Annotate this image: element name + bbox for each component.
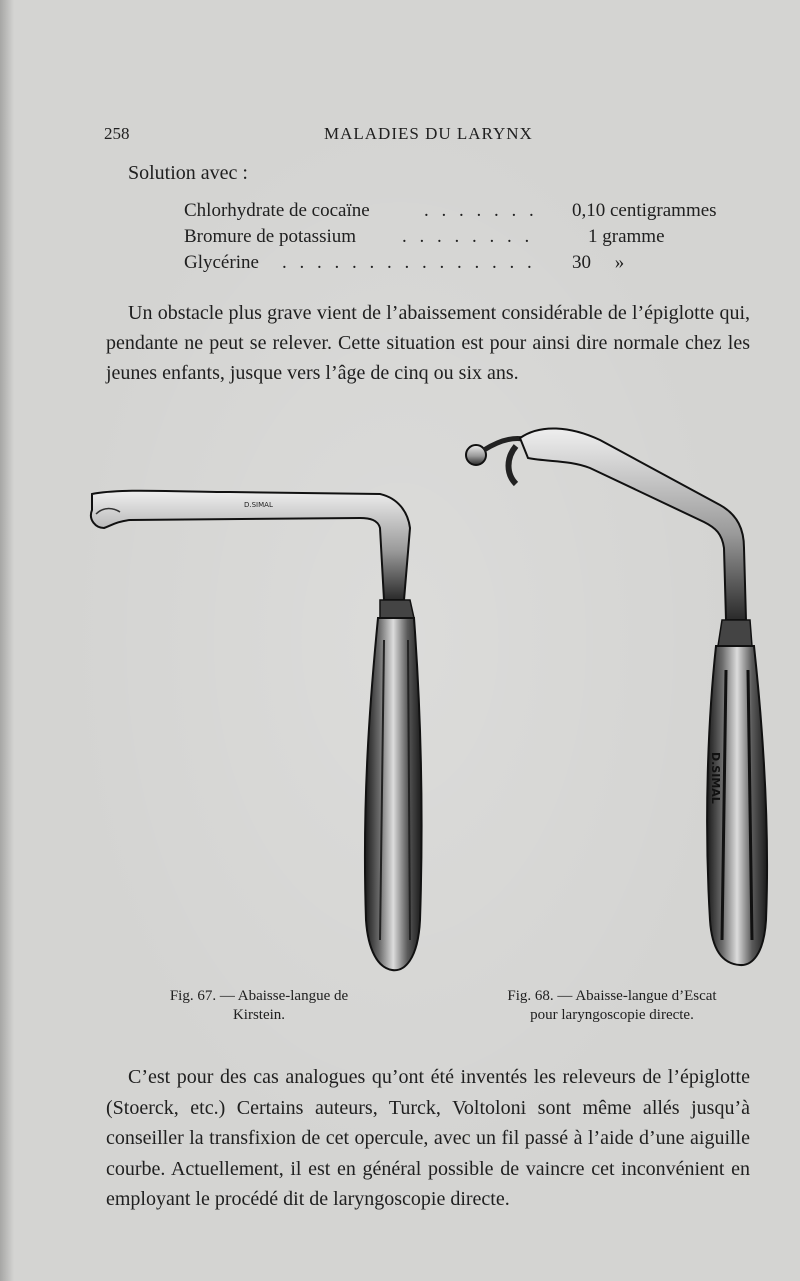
maker-mark: D.SIMAL (709, 752, 722, 804)
paragraph-epiglottis-lifters: C’est pour des cas analogues qu’ont été inventés les releveurs de l’épiglotte (Stoerck, etc.) Certains auteurs, Turck, Voltoloni sont même allés jusqu’à conseiller la transfixion de cet opercule, avec un fil passé à l’aide d’une aiguille courbe. Actuellement, il est en général possible de vaincre cet inconvénient en employant le procédé dit de laryngoscopie directe. (106, 1066, 750, 1210)
page-number: 258 (104, 124, 130, 143)
ingredient-quantity: 30 » (572, 252, 625, 273)
leader-dots: . . . . . . . . (402, 226, 534, 247)
ingredient-name: Glycérine (184, 252, 259, 273)
caption-line: Fig. 67. — Abaisse-langue de (169, 988, 349, 1004)
caption-line: Kirstein. (232, 1007, 286, 1023)
caption-line: pour laryngoscopie directe. (530, 1007, 694, 1023)
ferrule (380, 600, 414, 618)
recipe-intro: Solution avec : (128, 162, 248, 184)
figure-68-caption (452, 987, 772, 1025)
ingredient-name: Bromure de potassium (184, 226, 357, 247)
kirstein-depressor-drawing (91, 491, 422, 971)
leader-dots: . . . . . . . . . . . . . . . (282, 252, 536, 273)
ingredient-quantity: 1 gramme (588, 226, 665, 247)
figure-67-caption (104, 987, 414, 1025)
escat-depressor-drawing (466, 428, 767, 965)
ferrule (718, 620, 752, 646)
ingredient-quantity: 0,10 centigrammes (572, 200, 717, 221)
blade (520, 428, 746, 620)
ingredient-name: Chlorhydrate de cocaïne (184, 200, 370, 221)
handle (707, 646, 767, 965)
hook-loop (509, 446, 517, 484)
handle (365, 618, 422, 970)
leader-dots: . . . . . . . (424, 200, 538, 221)
caption-line: Fig. 68. — Abaisse-langue d’Escat (507, 988, 717, 1004)
running-head: MALADIES DU LARYNX (324, 124, 533, 143)
paragraph-epiglottis: Un obstacle plus grave vient de l’abaissement considérable de l’épiglotte qui, pendante ne peut se relever. Cette situation est pour ainsi dire normale chez les jeunes enfants, jusque vers l’âge de cinq ou six ans. (106, 302, 750, 384)
maker-mark: D.SIMAL (244, 501, 273, 509)
